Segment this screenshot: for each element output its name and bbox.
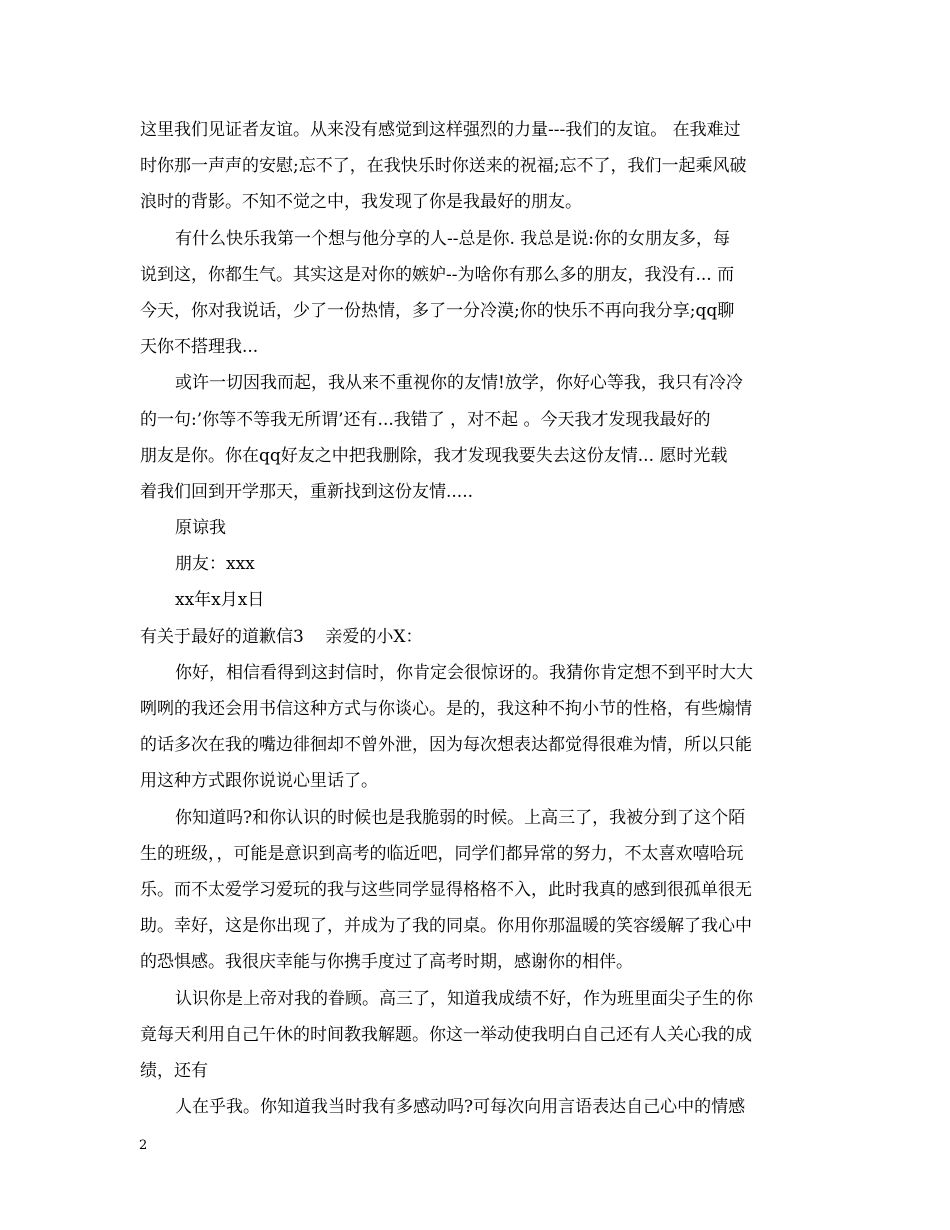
text-line: 浪时的背影。不知不觉之中，我发现了你是我最好的朋友。 [140, 192, 582, 213]
text-line: 朋友：xxx [175, 554, 255, 575]
text-line: 用这种方式跟你说说心里话了。 [140, 771, 378, 792]
text-line: 认识你是上帝对我的眷顾。高三了，知道我成绩不好，作为班里面尖子生的你 [175, 988, 753, 1009]
text-line: 竟每天利用自己午休的时间教我解题。你这一举动使我明白自己还有人关心我的成 [140, 1024, 752, 1045]
text-line: 有关于最好的道歉信3 亲爱的小X： [140, 626, 423, 647]
letter-body [140, 112, 820, 1125]
text-line: 的一句:’你等不等我无所谓’还有...我错了 ，对不起 。今天我才发现我最好的 [140, 409, 711, 430]
text-line: 天你不搭理我... [140, 337, 259, 358]
text-line: 咧咧的我还会用书信这种方式与你谈心。是的，我这种不拘小节的性格，有些煽情 [140, 699, 752, 719]
text-line: 你好，相信看得到这封信时，你肯定会很惊讶的。我猜你肯定想不到平时大大 [175, 662, 753, 683]
text-line: 助。幸好，这是你出现了，并成为了我的同桌。你用你那温暖的笑容缓解了我心中 [140, 916, 752, 937]
text-line: 人在乎我。你知道我当时我有多感动吗?可每次向用言语表达自己心中的情感 [175, 1097, 746, 1118]
text-line: 着我们回到开学那天，重新找到这份友情..... [140, 481, 474, 502]
text-line: 时你那一声声的安慰;忘不了，在我快乐时你送来的祝福;忘不了，我们一起乘风破 [140, 156, 747, 177]
text-line: 的恐惧感。我很庆幸能与你携手度过了高考时期，感谢你的相伴。 [140, 952, 633, 973]
text-line: xx年x月x日 [175, 590, 265, 611]
text-line: 乐。而不太爱学习爱玩的我与这些同学显得格格不入，此时我真的感到很孤单很无 [140, 879, 752, 900]
text-line: 有什么快乐我第一个想与他分享的人--总是你. 我总是说:你的女朋友多，每 [175, 228, 731, 249]
text-line: 绩，还有 [140, 1060, 208, 1081]
text-line: 朋友是你。你在qq好友之中把我删除，我才发现我要失去这份友情... 愿时光载 [140, 445, 728, 466]
text-line: 的话多次在我的嘴边徘徊却不曾外泄，因为每次想表达都觉得很难为情，所以只能 [140, 735, 752, 756]
text-line: 原谅我 [175, 518, 226, 539]
text-line: 生的班级，，可能是意识到高考的临近吧，同学们都异常的努力，不太喜欢嘻哈玩 [140, 843, 744, 864]
text-line: 说到这，你都生气。其实这是对你的嫉妒--为啥你有那么多的朋友，我没有... 而 [140, 264, 735, 285]
text-line: 今天，你对我说话，少了一份热情，多了一分冷漠;你的快乐不再向我分享;qq聊 [140, 300, 735, 321]
text-line: 你知道吗?和你认识的时候也是我脆弱的时候。上高三了，我被分到了这个陌 [175, 807, 746, 828]
text-line: 这里我们见证者友谊。从来没有感觉到这样强烈的力量---我们的友谊。 在我难过 [140, 120, 741, 140]
text-line: 或许一切因我而起，我从来不重视你的友情!放学，你好心等我，我只有冷冷 [175, 373, 743, 394]
page-number: 2 [139, 1138, 148, 1153]
